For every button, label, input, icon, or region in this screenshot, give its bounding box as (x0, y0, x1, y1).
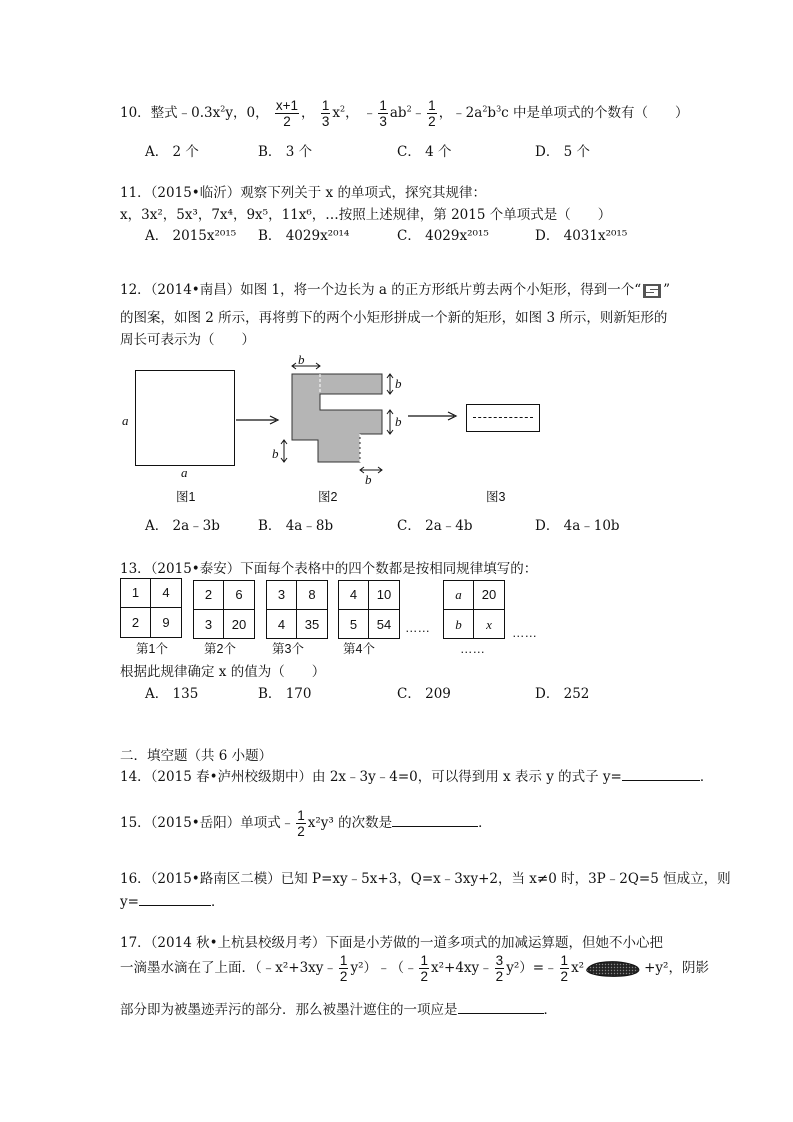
label-b-right-1: b (395, 376, 402, 391)
question-13-line2: 根据此规律确定 x 的值为（ ） (120, 664, 326, 680)
option-a: A． 135 (145, 686, 199, 702)
ink-blot-icon (586, 960, 642, 978)
question-12-line2: 的图案，如图 2 所示，再将剪下的两个小矩形拼成一个新的矩形，如图 3 所示，则新矩形的 (120, 310, 668, 326)
caption-table-2: 第2个 (204, 642, 236, 656)
fraction: $\frac{1}{3}$ (379, 98, 387, 129)
caption-figure-2: 图2 (318, 490, 338, 504)
ellipsis: …… (405, 621, 430, 635)
label-b-top: b (298, 352, 305, 367)
number-table: 1 4 2 9 (120, 578, 182, 638)
number-table: 2 6 3 20 (193, 580, 255, 639)
option-b: B． 3 个 (258, 144, 313, 160)
label-b-bottom: b (365, 472, 372, 487)
ellipsis: …… (512, 626, 537, 640)
question-12-line3: 周长可表示为（ ） (120, 332, 255, 348)
option-b: B． 170 (258, 686, 312, 702)
caption-table-4: 第4个 (343, 642, 375, 656)
question-17-line2: 一滴墨水滴在了上面．（﹣x²+3xy﹣ $\frac{1}{2}$ y²）﹣（﹣ $\frac{1}{2}$ x²+4xy﹣ $\frac{3}{2}$ y²）=﹣ $\frac{1}{2}$ x² +y²，阴影 (120, 953, 709, 984)
question-17-line3: 部分即为被墨迹弄污的部分．那么被墨汁遮住的一项应是 ． (120, 1002, 557, 1018)
label-b-right-2: b (395, 414, 402, 429)
question-15: 15．（2015•岳阳）单项式﹣ $\frac{1}{2}$ x²y³ 的次数是 ． (120, 808, 492, 839)
caption-table-1: 第1个 (136, 642, 168, 656)
figure-2-s-shape (268, 352, 408, 484)
caption-table-3: 第3个 (272, 642, 304, 656)
question-17-line1: 17．（2014 秋•上杭县校级月考）下面是小芳做的一道多项式的加减运算题，但她不小心把 (120, 935, 664, 951)
fraction: $\frac{3}{2}$ (495, 953, 504, 984)
ellipsis: …… (460, 642, 485, 656)
option-c: C． 4029x²⁰¹⁵ (397, 228, 489, 244)
caption-figure-1: 图1 (176, 490, 196, 504)
number-table: a 20 b x (443, 580, 505, 639)
question-14: 14．（2015 春•泸州校级期中）由 2x﹣3y﹣4=0，可以得到用 x 表示 y 的式子 y= ． (120, 769, 714, 785)
arrow-icon (408, 410, 458, 422)
option-a: A． 2 个 (145, 144, 199, 160)
option-d: D． 252 (535, 686, 590, 702)
option-a: A． 2015x²⁰¹⁵ (145, 228, 237, 244)
fraction: $\frac{x+1}{2}$ (275, 98, 299, 129)
s-shape-icon (643, 284, 661, 298)
label-b-left: b (272, 446, 279, 461)
label-a-side: a (122, 413, 129, 428)
question-16-line1: 16．（2015•路南区二模）已知 P=xy﹣5x+3，Q=x﹣3xy+2，当 x≠0 时，3P﹣2Q=5 恒成立，则 (120, 871, 731, 887)
label-a-bottom: a (181, 465, 188, 480)
question-16-line2: y= ． (120, 894, 225, 910)
option-d: D． 4a﹣10b (535, 518, 620, 534)
caption-figure-3: 图3 (486, 490, 506, 504)
option-c: C． 209 (397, 686, 451, 702)
option-b: B． 4029x²⁰¹⁴ (258, 228, 350, 244)
fraction: $\frac{1}{3}$ (321, 98, 330, 129)
question-10: 10．整式$﹣0.3x^2y$，0， $\frac{x+1}{2}$ ， $\frac{1}{3}$ $x^2$， ﹣ $\frac{1}{3}$ $ab^2﹣$ $\frac{1}{2}$ ，$﹣2a^2b^3c$ 中是单项式的个数有（ ） (120, 98, 689, 129)
answer-blank[interactable] (139, 893, 211, 906)
answer-blank[interactable] (622, 768, 700, 781)
fraction: $\frac{1}{2}$ (560, 953, 569, 984)
number-table: 4 10 5 54 (338, 580, 400, 639)
section-heading: 二．填空题（共 6 小题） (120, 748, 273, 764)
question-12-line1: 12．（2014•南昌）如图 1，将一个边长为 a 的正方形纸片剪去两个小矩形，得到一个“ ” (120, 282, 671, 298)
question-13-line1: 13．（2015•泰安）下面每个表格中的四个数都是按相同规律填写的： (120, 561, 538, 577)
number-table: 3 8 4 35 (266, 580, 328, 639)
question-11-line1: 11．（2015•临沂）观察下列关于 x 的单项式，探究其规律： (120, 185, 486, 201)
option-c: C． 4 个 (397, 144, 452, 160)
option-a: A． 2a﹣3b (145, 518, 220, 534)
fraction: $\frac{1}{2}$ (420, 953, 428, 984)
answer-blank[interactable] (392, 814, 478, 827)
option-c: C． 2a﹣4b (397, 518, 473, 534)
option-d: D． 5 个 (535, 144, 590, 160)
fraction: $\frac{1}{2}$ (428, 98, 436, 129)
fraction: $\frac{1}{2}$ (297, 808, 305, 839)
option-d: D． 4031x²⁰¹⁵ (535, 228, 628, 244)
question-11-line2: x，3x²，5x³，7x⁴，9x⁵，11x⁶，…按照上述规律，第 2015 个单项式是（ ） (120, 207, 612, 223)
option-b: B． 4a﹣8b (258, 518, 334, 534)
figure-3-rectangle (466, 404, 540, 432)
figure-1-square (135, 370, 235, 466)
fraction: $\frac{1}{2}$ (339, 953, 348, 984)
answer-blank[interactable] (458, 1001, 544, 1014)
